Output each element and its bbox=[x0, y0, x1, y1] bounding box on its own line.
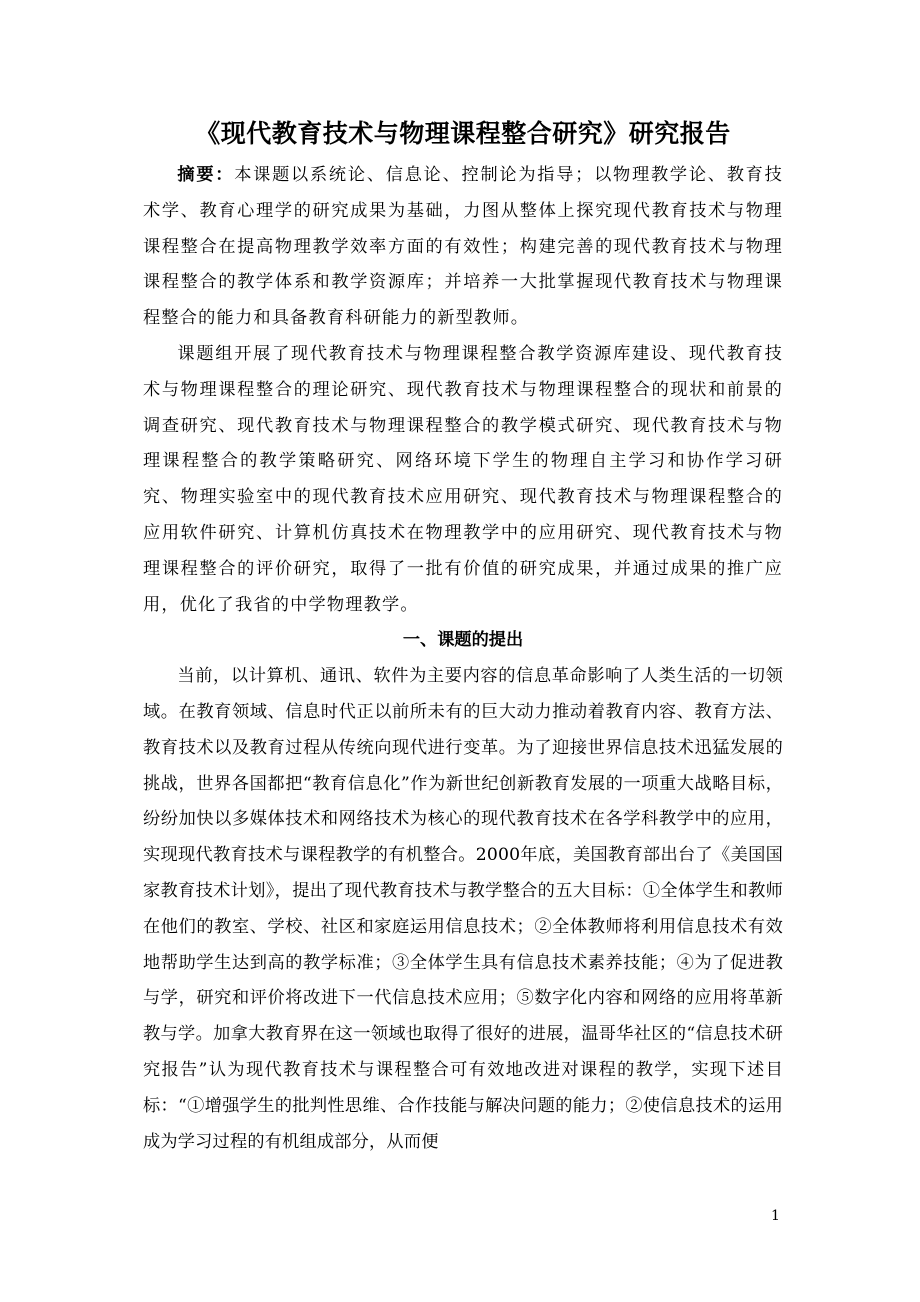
abstract-label: 摘要： bbox=[177, 165, 235, 185]
document-page bbox=[143, 112, 783, 1160]
section-heading: 一、课题的提出 bbox=[402, 630, 524, 651]
abstract-paragraph bbox=[143, 158, 783, 337]
document-title: 《现代教育技术与物理课程整合研究》研究报告 bbox=[195, 119, 731, 148]
section-paragraph: 当前，以计算机、通讯、软件为主要内容的信息革命影响了人类生活的一切领域。在教育领域、信息时代正以前所未有的巨大动力推动着教育内容、教育方法、教育技术以及教育过程从传统向现代进行变革。为了迎接世界信息技术迅猛发展的挑战，世界各国都把“教育信息化”作为新世纪创新教育发展的一项重大战略目标，纷纷加快以多媒体技术和网络技术为核心的现代教育技术在各学科教学中的应用，实现现代教育技术与课程教学的有机整合。2000年底，美国教育部出台了《美国国家教育技术计划》，提出了现代教育技术与教学整合的五大目标：①全体学生和教师在他们的教室、学校、社区和家庭运用信息技术；②全体教师将利用信息技术有效地帮助学生达到高的教学标准；③全体学生具有信息技术素养技能；④为了促进教与学，研究和评价将改进下一代信息技术应用；⑤数字化内容和网络的应用将革新教与学。加拿大教育界在这一领域也取得了很好的进展，温哥华社区的“信息技术研究报告”认为现代教育技术与课程整合可有效地改进对课程的教学，实现下述目标：“①增强学生的批判性思维、合作技能与解决问题的能力；②使信息技术的运用成为学习过程的有机组成部分，从而便 bbox=[143, 666, 783, 1152]
abstract-text: 本课题以系统论、信息论、控制论为指导；以物理教学论、教育技术学、教育心理学的研究成果为基础，力图从整体上探究现代教育技术与物理课程整合在提高物理教学效率方面的有效性；构建完善的现代教育技术与物理课程整合的教学体系和教学资源库；并培养一大批掌握现代教育技术与物理课程整合的能力和具备教育科研能力的新型教师。 bbox=[143, 165, 783, 329]
summary-paragraph: 课题组开展了现代教育技术与物理课程整合教学资源库建设、现代教育技术与物理课程整合的理论研究、现代教育技术与物理课程整合的现状和前景的调查研究、现代教育技术与物理课程整合的教学模式研究、现代教育技术与物理课程整合的教学策略研究、网络环境下学生的物理自主学习和协作学习研究、物理实验室中的现代教育技术应用研究、现代教育技术与物理课程整合的应用软件研究、计算机仿真技术在物理教学中的应用研究、现代教育技术与物理课程整合的评价研究，取得了一批有价值的研究成果，并通过成果的推广应用，优化了我省的中学物理教学。 bbox=[143, 343, 783, 615]
page-number: 1 bbox=[771, 1208, 780, 1224]
